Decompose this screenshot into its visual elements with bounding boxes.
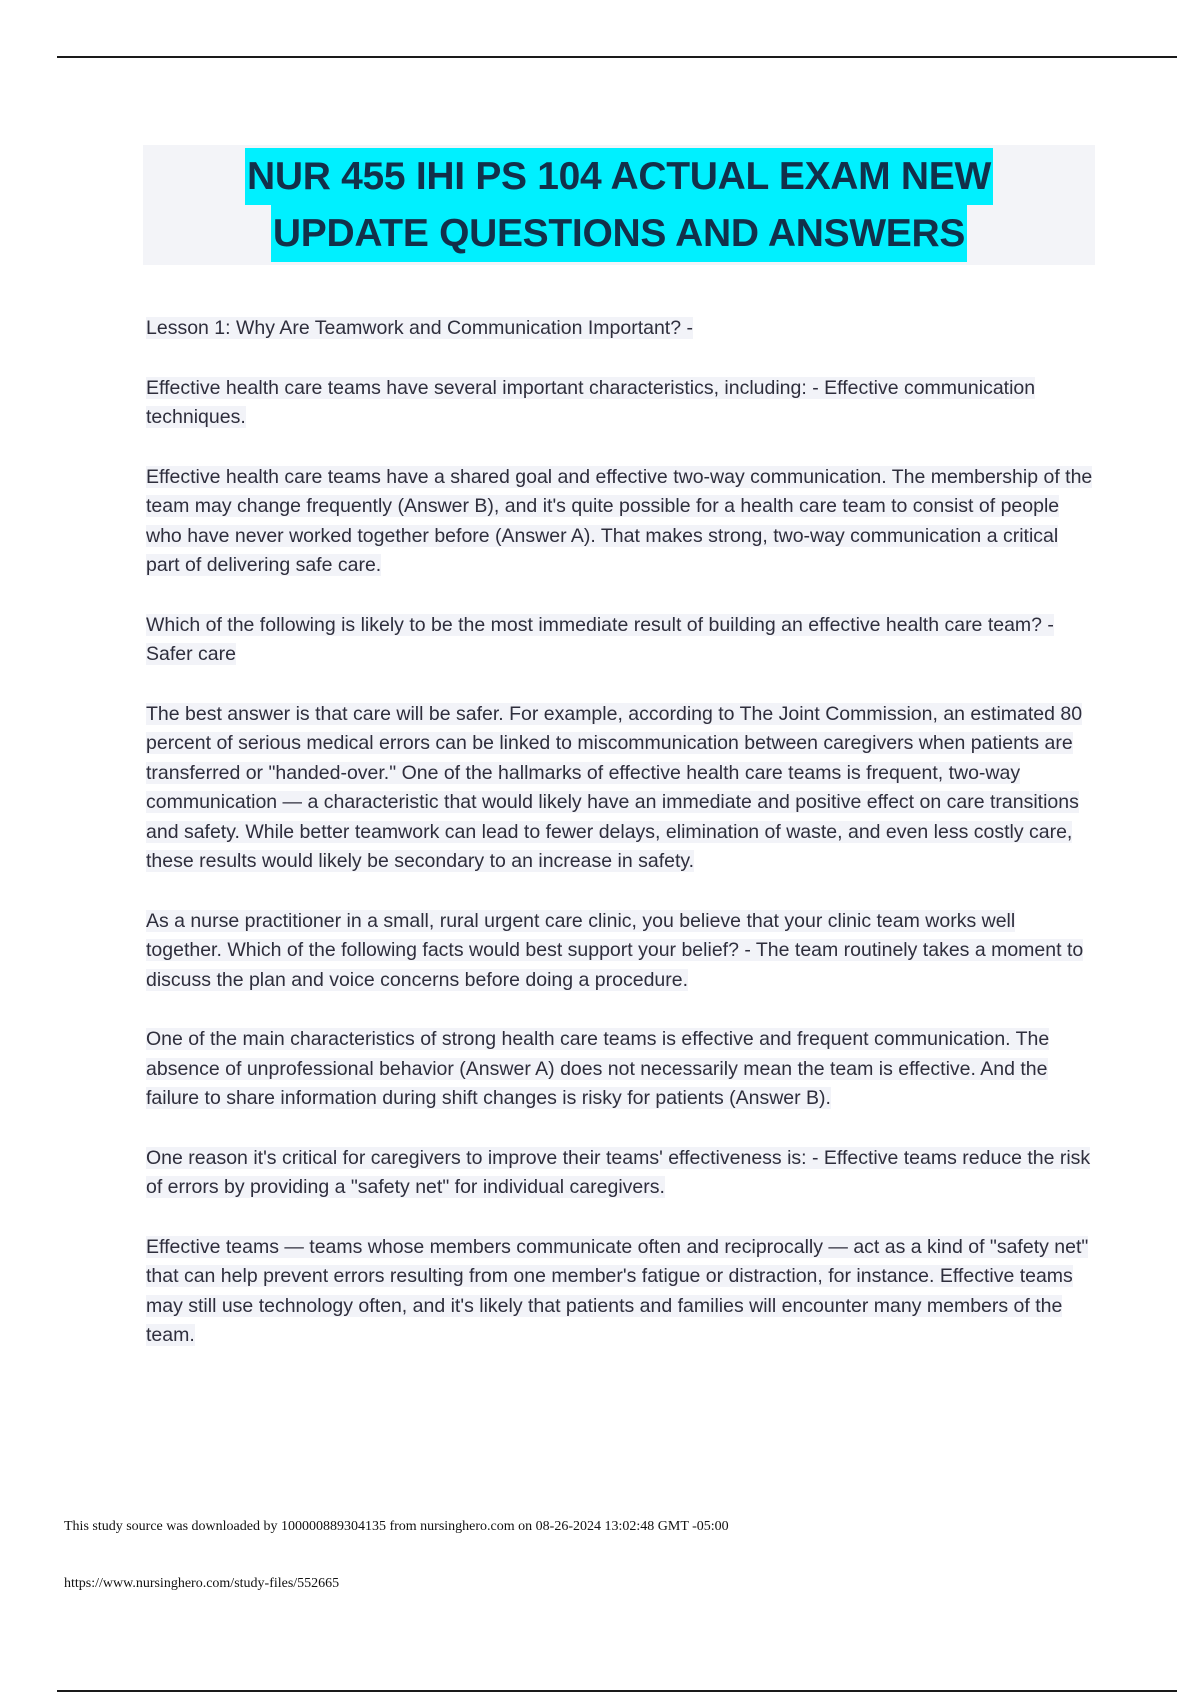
question-1 xyxy=(146,374,1096,433)
document-body xyxy=(146,314,1096,1381)
question-3 xyxy=(146,907,1096,996)
download-note: This study source was downloaded by 100000889304135 from nursinghero.com on 08-26-2024 13:02:48 GMT -05:00 xyxy=(64,1519,729,1534)
explanation-3 xyxy=(146,1025,1096,1114)
title-line-1: NUR 455 IHI PS 104 ACTUAL EXAM NEW xyxy=(245,148,993,205)
question-3-text: As a nurse practitioner in a small, rural urgent care clinic, you believe that your clinic team works well together. Which of the following facts would best support your belief? - The team routinely takes a moment to discuss the plan and voice concerns before doing a procedure. xyxy=(146,909,1084,991)
title-line-2: UPDATE QUESTIONS AND ANSWERS xyxy=(271,205,967,262)
explanation-4 xyxy=(146,1233,1096,1351)
explanation-4-text: Effective teams — teams whose members communicate often and reciprocally — act as a kind of "safety net" that can help prevent errors resulting from one member's fatigue or distraction, for instance. Effective teams may still use technology often, and it's likely that patients and families will encounter many members of the team. xyxy=(146,1235,1089,1346)
question-2 xyxy=(146,611,1096,670)
source-url-link[interactable]: https://www.nursinghero.com/study-files/552665 xyxy=(64,1576,340,1591)
question-4-text: One reason it's critical for caregivers to improve their teams' effectiveness is: - Effective teams reduce the risk of errors by providing a "safety net" for individual caregivers. xyxy=(146,1146,1091,1198)
question-1-text: Effective health care teams have several important characteristics, including: - Effective communication techniques. xyxy=(146,376,1036,428)
lesson-heading-text: Lesson 1: Why Are Teamwork and Communication Important? - xyxy=(146,317,693,339)
explanation-2 xyxy=(146,700,1096,877)
explanation-2-text: The best answer is that care will be safer. For example, according to The Joint Commission, an estimated 80 percent of serious medical errors can be linked to miscommunication between caregivers when patients are transferred or "handed-over." One of the hallmarks of effective health care teams is frequent, two-way communication — a characteristic that would likely have an immediate and positive effect on care transitions and safety. While better teamwork can lead to fewer delays, elimination of waste, and even less costly care, these results would likely be secondary to an increase in safety. xyxy=(146,702,1083,872)
question-4 xyxy=(146,1144,1096,1203)
question-2-text: Which of the following is likely to be the most immediate result of building an effective health care team? - Safer care xyxy=(146,613,1054,665)
title-band xyxy=(143,145,1095,265)
explanation-3-text: One of the main characteristics of strong health care teams is effective and frequent communication. The absence of unprofessional behavior (Answer A) does not necessarily mean the team is effective. And the failure to share information during shift changes is risky for patients (Answer B). xyxy=(146,1028,1050,1109)
lesson-heading xyxy=(146,314,1096,344)
bottom-rule xyxy=(57,1690,1177,1692)
top-rule xyxy=(57,56,1177,58)
explanation-1 xyxy=(146,463,1096,581)
explanation-1-text: Effective health care teams have a shared goal and effective two-way communication. The membership of the team may change frequently (Answer B), and it's quite possible for a health care team to consist of people who have never worked together before (Answer A). That makes strong, two-way communication a critical part of delivering safe care. xyxy=(146,465,1093,576)
